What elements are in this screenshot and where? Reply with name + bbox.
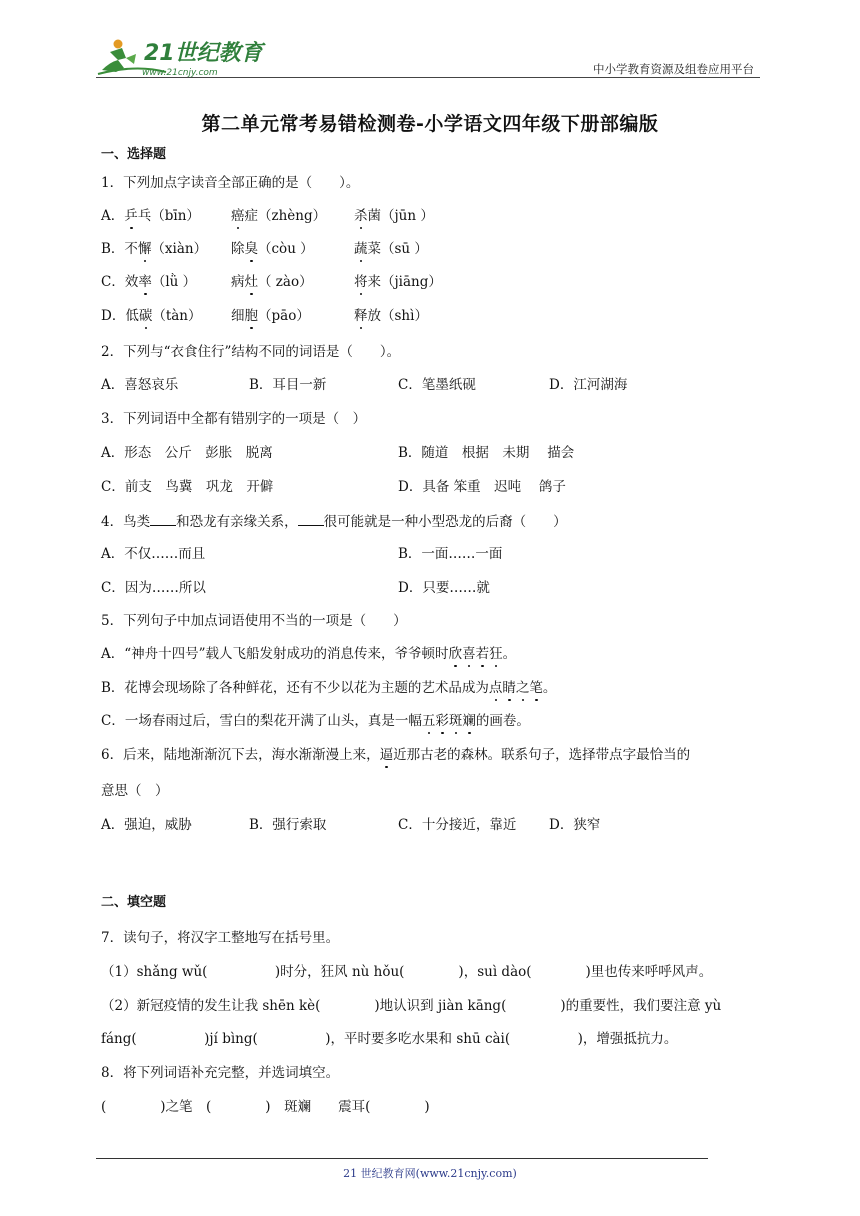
question-7-item-2: （2）新冠疫情的发生让我 shēn kè( )地认识到 jiàn kāng( )的重要性，我们要注意 yù [101,998,722,1014]
question-6-option-d: D．狭窄 [549,817,601,833]
question-4-options-row1 [101,545,751,563]
platform-name: 中小学教育资源及组卷应用平台 [593,62,754,76]
question-7-item-1: （1）shǎng wǔ( )时分，狂风 nù hǒu( )，suì dào( )里也传来呼呼风声。 [101,964,713,980]
question-1-option-b: B．不懈（xiàn） 除臭（còu ） 蔬菜（sū ） [101,241,428,257]
question-2-options [101,376,751,394]
question-4-option-d: D．只要……就 [398,580,490,596]
question-1-option-c: C．效率（lǜ ） 病灶（ zào） 将来（jiāng） [101,274,442,290]
question-2-option-b: B．耳目一新 [249,377,327,393]
svg-text:21世纪教育: 21世纪教育 [144,41,263,66]
question-5-stem: 5．下列句子中加点词语使用不当的一项是（ ） [101,613,407,629]
question-1-option-d: D．低碳（tàn） 细胞（pāo） 释放（shì） [101,308,428,324]
site-logo [96,34,266,78]
section-heading-fill: 二、填空题 [101,895,167,910]
footer-text: 21 世纪教育网(www.21cnjy.com) [343,1167,517,1180]
question-4-option-a: A．不仅……而且 [101,546,206,562]
page-header [96,30,760,78]
page-title: 第二单元常考易错检测卷-小学语文四年级下册部编版 [201,113,659,135]
question-6-option-a: A．强迫，威胁 [101,817,192,833]
answer-blank[interactable] [150,511,176,526]
question-6-option-b: B．强行索取 [249,817,327,833]
question-3-option-d: D．具备 笨重 迟吨 鸽子 [398,479,566,495]
question-3-options-row2 [101,478,751,496]
svg-text:www.21cnjy.com: www.21cnjy.com [142,68,218,78]
question-4-option-c: C．因为……所以 [101,580,206,596]
question-4-options-row2 [101,579,751,597]
question-6-option-c: C．十分接近，靠近 [398,817,517,833]
question-6-stem: 6．后来，陆地渐渐沉下去，海水渐渐漫上来，逼近那古老的森林。联系句子，选择带点字最恰当的 [101,747,691,763]
question-5-option-b: B．花博会现场除了各种鲜花，还有不少以花为主题的艺术品成为点睛之笔。 [101,680,557,696]
header-divider [96,77,760,78]
question-2-stem: 2．下列与“衣食住行”结构不同的词语是（ ）。 [101,344,401,360]
question-8-words: ( )之笔 ( ) 斑斓 震耳( ) [101,1099,430,1115]
question-3-options-row1 [101,444,751,462]
question-5-option-c: C．一场春雨过后，雪白的梨花开满了山头，真是一幅五彩斑斓的画卷。 [101,713,530,729]
question-2-option-a: A．喜怒哀乐 [101,377,179,393]
question-2-option-d: D．江河湖海 [549,377,628,393]
question-5-option-a: A．“神舟十四号”载人飞船发射成功的消息传来，爷爷顿时欣喜若狂。 [101,646,517,662]
question-4-stem: 4．鸟类 和恐龙有亲缘关系， 很可能就是一种小型恐龙的后裔（ ） [101,511,567,531]
question-6-stem-line2: 意思（ ） [101,783,169,799]
question-7-stem: 7．读句子，将汉字工整地写在括号里。 [101,930,340,946]
question-2-option-c: C．笔墨纸砚 [398,377,476,393]
question-4-option-b: B．一面……一面 [398,546,503,562]
question-3-option-b: B．随道 根据 未期 描会 [398,445,575,461]
question-1-stem: 1．下列加点字读音全部正确的是（ ）。 [101,175,360,191]
question-3-stem: 3．下列词语中全都有错别字的一项是（ ） [101,411,367,427]
footer-divider [96,1158,708,1159]
question-3-option-a: A．形态 公斤 彭胀 脱离 [101,445,273,461]
question-7-item-2-cont: fáng( )jí bìng( )，平时要多吃水果和 shū cài( )，增强抵抗力。 [101,1031,678,1047]
question-8-stem: 8．将下列词语补充完整，并选词填空。 [101,1065,340,1081]
section-heading-choice: 一、选择题 [101,147,167,162]
question-3-option-c: C．前支 鸟冀 巩龙 开僻 [101,479,274,495]
question-1-option-a: A．乒乓（bīn） 癌症（zhèng） 杀菌（jūn ） [101,208,434,224]
answer-blank[interactable] [298,511,324,526]
question-6-options [101,816,751,834]
